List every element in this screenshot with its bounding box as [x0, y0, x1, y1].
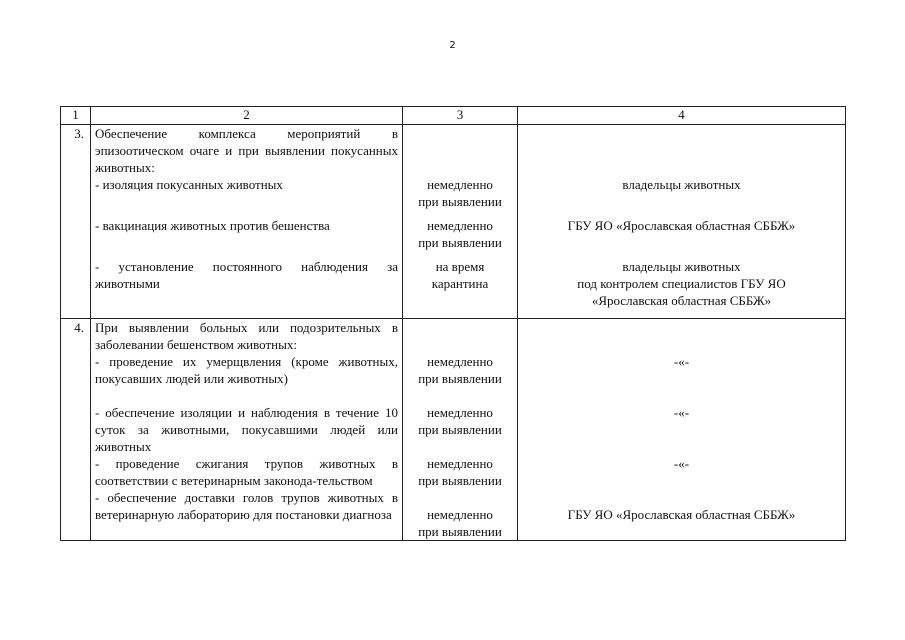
term-line: на время	[435, 259, 485, 274]
responsible-line: -«-	[673, 405, 690, 420]
term-line: немедленно	[427, 456, 493, 471]
header-row	[61, 107, 846, 125]
section-intro: Обеспечение комплекса мероприятий в эпизоотическом очаге и при выявлении покусанных животных:	[95, 126, 398, 175]
responsible-line: -«-	[673, 456, 690, 471]
table-row-section-3	[61, 125, 846, 319]
action-item: - изоляция покусанных животных	[95, 177, 283, 192]
actions-cell	[91, 125, 403, 319]
term-line: немедленно	[427, 218, 493, 233]
term-line: немедленно	[427, 354, 493, 369]
responsible-cell	[518, 319, 846, 541]
section-intro: При выявлении больных или подозрительных в заболевании бешенством животных:	[95, 320, 398, 352]
responsible-line: ГБУ ЯО «Ярославская областная СББЖ»	[567, 218, 796, 233]
term-line: при выявлении	[418, 194, 502, 209]
responsible-line: под контролем специалистов ГБУ ЯО	[577, 276, 786, 291]
action-item: - вакцинация животных против бешенства	[95, 218, 330, 233]
responsible-line: -«-	[673, 354, 690, 369]
term-line: при выявлении	[418, 422, 502, 437]
action-item: - обеспечение изоляции и наблюдения в течение 10 суток за животными, покусавшими людей или животных	[95, 405, 398, 454]
responsible-line: владельцы животных	[622, 177, 741, 192]
term-line: немедленно	[427, 177, 493, 192]
term-line: при выявлении	[418, 524, 502, 539]
term-line: карантина	[431, 276, 489, 291]
term-line: при выявлении	[418, 371, 502, 386]
measures-table	[60, 106, 846, 541]
responsible-cell	[518, 125, 846, 319]
terms-cell	[403, 319, 518, 541]
terms-cell	[403, 125, 518, 319]
term-line: при выявлении	[418, 235, 502, 250]
row-number: 3.	[61, 125, 91, 319]
header-col-4: 4	[518, 107, 846, 125]
action-item: - проведение их умерщвления (кроме животных, покусавших людей или животных)	[95, 354, 398, 386]
term-line: немедленно	[427, 507, 493, 522]
header-col-2: 2	[91, 107, 403, 125]
responsible-line: ГБУ ЯО «Ярославская областная СББЖ»	[567, 507, 796, 522]
responsible-line: «Ярославская областная СББЖ»	[591, 293, 772, 308]
action-item: - установление постоянного наблюдения за животными	[95, 259, 398, 291]
header-col-3: 3	[403, 107, 518, 125]
responsible-line: владельцы животных	[622, 259, 741, 274]
actions-cell	[91, 319, 403, 541]
term-line: при выявлении	[418, 473, 502, 488]
term-line: немедленно	[427, 405, 493, 420]
table-row-section-4	[61, 319, 846, 541]
page-number: 2	[449, 40, 456, 51]
header-col-1: 1	[61, 107, 91, 125]
action-item: - проведение сжигания трупов животных в соответствии с ветеринарным законода-тельством	[95, 456, 398, 488]
action-item: - обеспечение доставки голов трупов животных в ветеринарную лабораторию для постановки диагноза	[95, 490, 398, 522]
row-number: 4.	[61, 319, 91, 541]
